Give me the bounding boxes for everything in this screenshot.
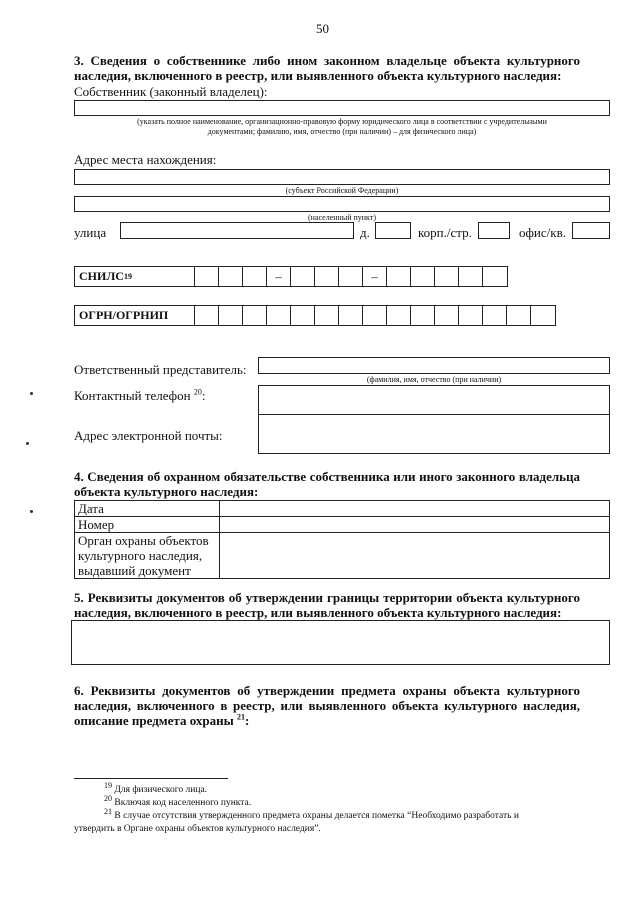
- snils-cell[interactable]: [291, 267, 315, 286]
- date-label: Дата: [75, 501, 220, 517]
- table-row: [75, 517, 610, 533]
- snils-field[interactable]: [74, 266, 508, 287]
- settlement-field[interactable]: [74, 196, 610, 212]
- ogrn-cell[interactable]: [363, 306, 387, 325]
- rep-caption: (фамилия, имя, отчество (при наличии): [366, 375, 502, 384]
- ogrn-cell[interactable]: [219, 306, 243, 325]
- snils-dash: –: [363, 267, 387, 286]
- ogrn-cell[interactable]: [507, 306, 531, 325]
- ogrn-cell[interactable]: [339, 306, 363, 325]
- table-row: [75, 533, 610, 579]
- snils-cell[interactable]: [387, 267, 411, 286]
- street-field[interactable]: [120, 222, 354, 239]
- footnote-21-cont: утвердить в Органе охраны объектов культурного наследия”.: [74, 824, 321, 834]
- footnote-20: $^{20}$ Включая код населенного пункта.: [104, 793, 252, 808]
- office-field[interactable]: [572, 222, 610, 239]
- authority-label: Орган охраны объектов культурного наследия, выдавший документ: [75, 533, 220, 579]
- email-field[interactable]: [258, 414, 610, 454]
- owner-field[interactable]: [74, 100, 610, 116]
- office-label: офис/кв.: [519, 225, 566, 240]
- settlement-caption: (населенный пункт): [308, 213, 376, 222]
- ogrn-cell[interactable]: [267, 306, 291, 325]
- obligation-table: [74, 500, 610, 579]
- scan-speck: [30, 392, 33, 395]
- owner-label: Собственник (законный владелец):: [74, 84, 268, 99]
- authority-field[interactable]: [220, 533, 610, 579]
- owner-caption-2: документами; фамилию, имя, отчество (при наличии) – для физического лица): [207, 127, 477, 136]
- ogrn-cell[interactable]: [531, 306, 555, 325]
- subject-caption: (субъект Российской Федерации): [285, 186, 399, 195]
- section-5-title: 5. Реквизиты документов об утверждении границы территории объекта культурного наследия, включенного в реестр, или выявленного объекта культурного наследия:: [74, 590, 580, 620]
- ogrn-cell[interactable]: [459, 306, 483, 325]
- snils-cell[interactable]: [411, 267, 435, 286]
- subject-field[interactable]: [74, 169, 610, 185]
- ogrn-cell[interactable]: [435, 306, 459, 325]
- phone-field[interactable]: [258, 385, 610, 415]
- section-6-title: 6. Реквизиты документов об утверждении предмета охраны объекта культурного наследия, включенного в реестр, или выявленного объекта культурного наследия, описание предмета охраны $^{21}$:: [74, 683, 580, 728]
- snils-cell[interactable]: [243, 267, 267, 286]
- ogrn-cell[interactable]: [195, 306, 219, 325]
- rep-label: Ответственный представитель:: [74, 362, 247, 377]
- number-field[interactable]: [220, 517, 610, 533]
- street-label: улица: [74, 225, 107, 240]
- table-row: [75, 501, 610, 517]
- address-label: Адрес места нахождения:: [74, 152, 217, 167]
- phone-label: Контактный телефон $^{20}$:: [74, 387, 206, 403]
- snils-cell[interactable]: [315, 267, 339, 286]
- snils-cell[interactable]: [339, 267, 363, 286]
- scan-speck: [26, 442, 29, 445]
- scan-speck: [30, 510, 33, 513]
- ogrn-label: ОГРН/ОГРНИП: [75, 306, 195, 325]
- house-label: д.: [360, 225, 370, 240]
- number-label: Номер: [75, 517, 220, 533]
- owner-caption-1: (указать полное наименование, организационно-правовую форму юридического лица в соответствии с учредительными: [137, 117, 547, 126]
- page-number: 50: [316, 21, 329, 36]
- footnote-19: $^{19}$ Для физического лица.: [104, 780, 208, 795]
- building-field[interactable]: [478, 222, 510, 239]
- snils-cell[interactable]: [459, 267, 483, 286]
- snils-cell[interactable]: [435, 267, 459, 286]
- snils-cell[interactable]: [195, 267, 219, 286]
- footnote-21: $^{21}$ В случае отсутствия утвержденного предмета охраны делается пометка “Необходимо разработать и: [104, 806, 519, 821]
- ogrn-cell[interactable]: [411, 306, 435, 325]
- house-field[interactable]: [375, 222, 411, 239]
- section-4-title: 4. Сведения об охранном обязательстве собственника или иного законного владельца объекта культурного наследия:: [74, 469, 580, 499]
- territory-docs-field[interactable]: [71, 620, 610, 665]
- ogrn-cell[interactable]: [387, 306, 411, 325]
- date-field[interactable]: [220, 501, 610, 517]
- snils-cell[interactable]: [483, 267, 507, 286]
- footnote-divider: [74, 778, 228, 779]
- rep-field[interactable]: [258, 357, 610, 374]
- section-3-title: 3. Сведения о собственнике либо ином законном владельце объекта культурного наследия, включенного в реестр, или выявленного объекта культурного наследия:: [74, 53, 580, 83]
- ogrn-cell[interactable]: [315, 306, 339, 325]
- snils-cell[interactable]: [219, 267, 243, 286]
- snils-dash: –: [267, 267, 291, 286]
- snils-label: СНИЛС 19: [75, 267, 195, 286]
- email-label: Адрес электронной почты:: [74, 428, 223, 443]
- ogrn-field[interactable]: [74, 305, 556, 326]
- ogrn-cell[interactable]: [243, 306, 267, 325]
- ogrn-cell[interactable]: [291, 306, 315, 325]
- ogrn-cell[interactable]: [483, 306, 507, 325]
- building-label: корп./стр.: [418, 225, 472, 240]
